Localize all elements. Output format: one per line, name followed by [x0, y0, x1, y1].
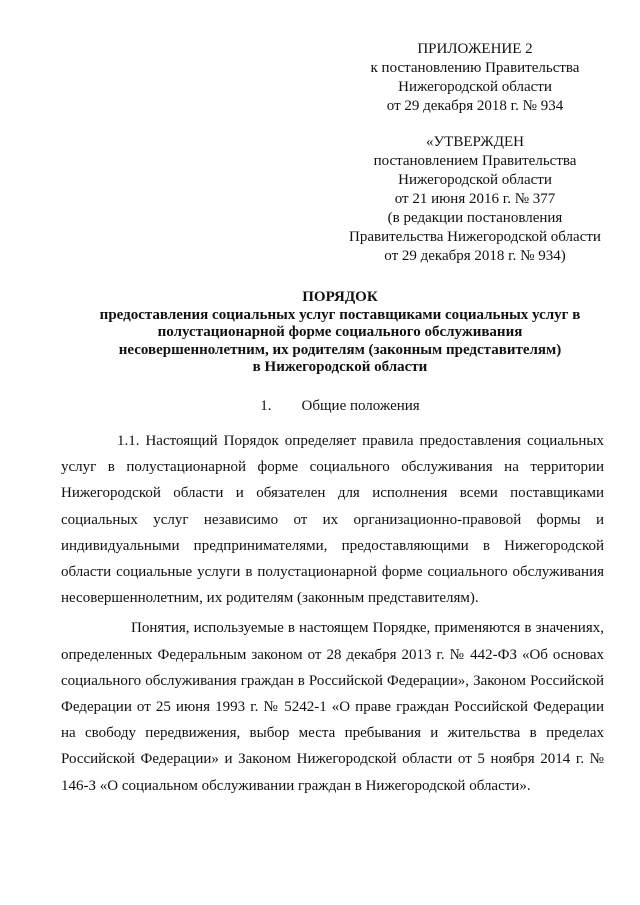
approval-line-2: постановлением Правительства	[373, 153, 577, 169]
title-heading: ПОРЯДОК	[302, 289, 378, 305]
approval-block	[330, 133, 620, 266]
attachment-block	[330, 40, 620, 116]
title-line-3: несовершеннолетним, их родителям (законным представителям)	[118, 341, 562, 358]
attachment-date: от 29 декабря 2018 г. № 934	[386, 98, 564, 114]
attachment-ref: к постановлению Правительства	[370, 60, 580, 76]
section-number: 1.	[260, 398, 272, 414]
approval-line-5: (в редакции постановления	[387, 210, 563, 226]
approval-line-4: от 21 июня 2016 г. № 377	[394, 191, 556, 207]
paragraph-1-1: 1.1. Настоящий Порядок определяет правила предоставления социальных услуг в полустационарной форме социального обслуживания на территории Нижегородской области и обязателен для исполнения всеми поставщиками социальных услуг независимо от их организационно-правовой формы и индивидуальными предпринимателями, предоставляющими в Нижегородской области социальные услуги в полустационарной форме социального обслуживания несовершеннолетним, их родителям (законным представителям).	[61, 433, 604, 607]
paragraph-definitions: Понятия, используемые в настоящем Порядке, применяются в значениях, определенных Федеральным законом от 28 декабря 2013 г. № 442-ФЗ «Об основах социального обслуживания граждан в Российской Федерации», Законом Российской Федерации от 25 июня 1993 г. № 5242-1 «О праве граждан Российской Федерации на свободу передвижения, выбор места пребывания и жительства в пределах Российской Федерации» и Законом Нижегородской области от 5 ноября 2014 г. № 146-З «О социальном обслуживании граждан в Нижегородской области».	[61, 620, 604, 794]
title-line-1: предоставления социальных услуг поставщиками социальных услуг в	[99, 306, 581, 323]
attachment-region: Нижегородской области	[398, 79, 552, 95]
approval-label: «УТВЕРЖДЕН	[426, 134, 524, 150]
section-heading	[60, 397, 620, 416]
approval-line-3: Нижегородской области	[398, 172, 552, 188]
attachment-label: ПРИЛОЖЕНИЕ 2	[417, 41, 533, 57]
title-line-2: полустационарной форме социального обслуживания	[157, 324, 523, 340]
document-body	[61, 428, 604, 803]
approval-line-7: от 29 декабря 2018 г. № 934)	[384, 248, 566, 264]
title-line-4: в Нижегородской области	[252, 359, 428, 375]
section-name: Общие положения	[301, 398, 420, 414]
document-title	[60, 289, 620, 377]
approval-line-6: Правительства Нижегородской области	[349, 229, 601, 245]
